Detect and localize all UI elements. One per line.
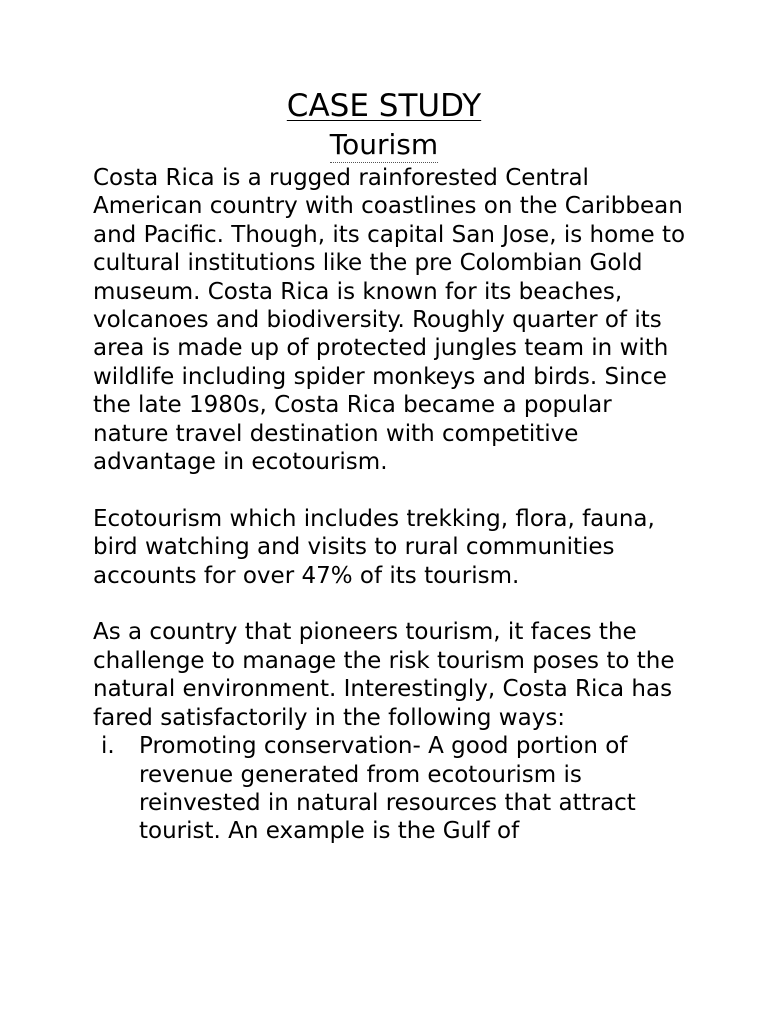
document-title: CASE STUDY: [286, 88, 482, 124]
numbered-list: [93, 732, 693, 846]
paragraph-intro: Costa Rica is a rugged rainforested Central American country with coastlines on the Caribbean and Pacific. Though, its capital San Jose, is home to cultural institutions like the pre Colombian Gold museum. Costa Rica is known for its beaches, volcanoes and biodiversity. Roughly quarter of its area is made up of protected jungles team in with wildlife including spider monkeys and birds. Since the late 1980s, Costa Rica became a popular nature travel destination with competitive advantage in ecotourism.: [93, 165, 686, 476]
list-item-text: Promoting conservation- A good portion of revenue generated from ecotourism is reinvested in natural resources that attract tourist. An example is the Gulf of: [139, 733, 636, 845]
paragraph-challenges: As a country that pioneers tourism, it faces the challenge to manage the risk tourism poses to the natural environment. Interestingly, Costa Rica has fared satisfactorily in the following ways:: [93, 619, 675, 731]
paragraph-ecotourism: Ecotourism which includes trekking, flora, fauna, bird watching and visits to rural communities accounts for over 47% of its tourism.: [93, 505, 655, 589]
document-body: [93, 164, 693, 846]
list-marker: i.: [101, 733, 115, 760]
list-item: [93, 732, 693, 846]
subtitle-text: Tourism: [329, 128, 439, 161]
document-subtitle: [0, 127, 768, 163]
